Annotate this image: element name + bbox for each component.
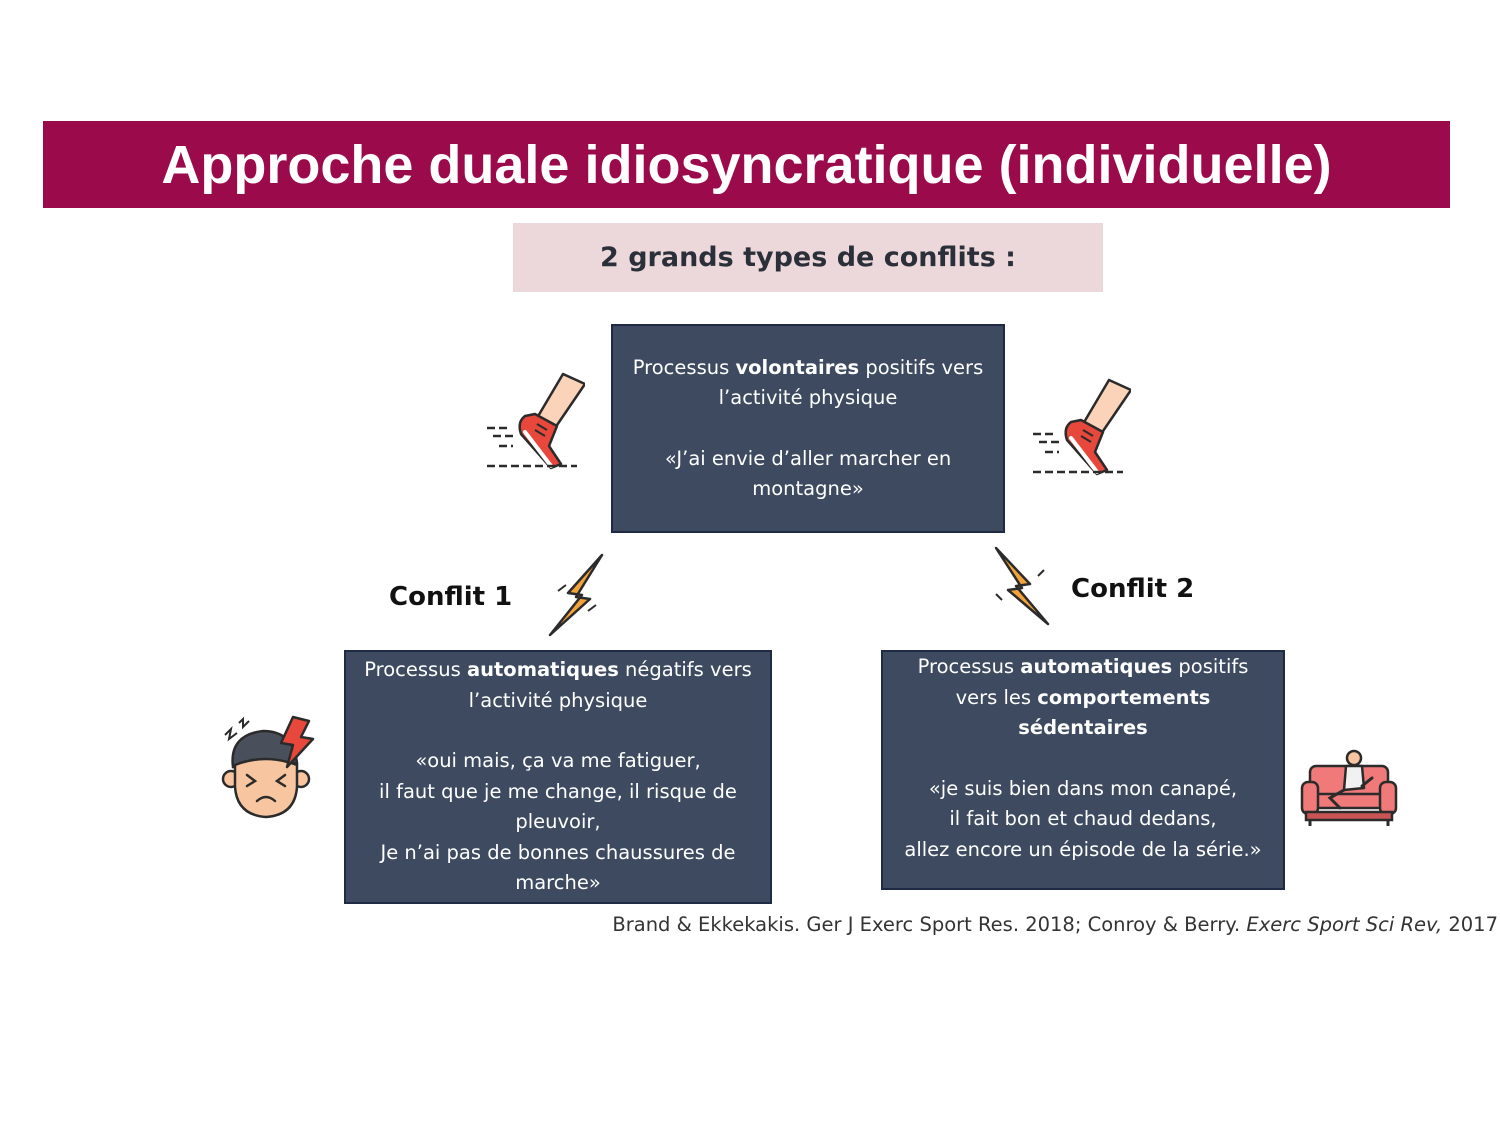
automatic-negative-box (344, 650, 772, 904)
sedentary-quote-1: «je suis bien dans mon canapé, (928, 776, 1238, 800)
voluntary-line1: Processus volontaires positifs vers (632, 355, 984, 379)
automatic-sedentary-box (881, 650, 1285, 890)
conflict-2-label: Conflit 2 (1071, 574, 1195, 604)
subtitle-box (513, 223, 1103, 292)
negative-quote-2: il faut que je me change, il risque de (379, 779, 737, 803)
negative-line1: Processus automatiques négatifs vers (364, 658, 752, 682)
title-bar (43, 121, 1450, 208)
voluntary-quote-2: montagne» (752, 477, 864, 500)
voluntary-line2: l’activité physique (718, 386, 898, 409)
subtitle: 2 grands types de conflits : (600, 242, 1016, 273)
lightning-icon (992, 546, 1052, 626)
walking-shoe-icon (1031, 376, 1131, 478)
headache-face-icon (219, 715, 315, 819)
negative-quote-3: pleuvoir, (515, 810, 601, 834)
citation-year: 2017 (1442, 913, 1498, 936)
negative-quote-4: Je n’ai pas de bonnes chaussures de (380, 840, 736, 864)
sedentary-line2: vers les comportements (955, 685, 1211, 709)
page-title: Approche duale idiosyncratique (individuelle) (161, 134, 1332, 195)
sedentary-line1: Processus automatiques positifs (917, 655, 1249, 678)
citation-authors: Brand & Ekkekakis. Ger J Exerc Sport Res. 2018; Conroy & Berry. (612, 913, 1247, 936)
voluntary-process-box (611, 324, 1005, 533)
citation-journal: Exerc Sport Sci Rev, (1246, 913, 1443, 936)
negative-line2: l’activité physique (468, 688, 648, 712)
citation (580, 913, 1498, 936)
sedentary-quote-2: il fait bon et chaud dedans, (949, 807, 1217, 830)
negative-quote-5: marche» (515, 871, 601, 895)
sedentary-quote-3: allez encore un épisode de la série.» (904, 837, 1262, 861)
conflict-1-label: Conflit 1 (389, 582, 513, 612)
voluntary-quote-1: «J’ai envie d’aller marcher en (664, 446, 952, 470)
negative-quote-1: «oui mais, ça va me fatiguer, (415, 749, 701, 773)
sedentary-line3: sédentaires (1018, 716, 1148, 739)
lightning-icon (546, 553, 606, 637)
person-on-sofa-icon (1300, 748, 1398, 828)
walking-shoe-icon (485, 370, 585, 472)
